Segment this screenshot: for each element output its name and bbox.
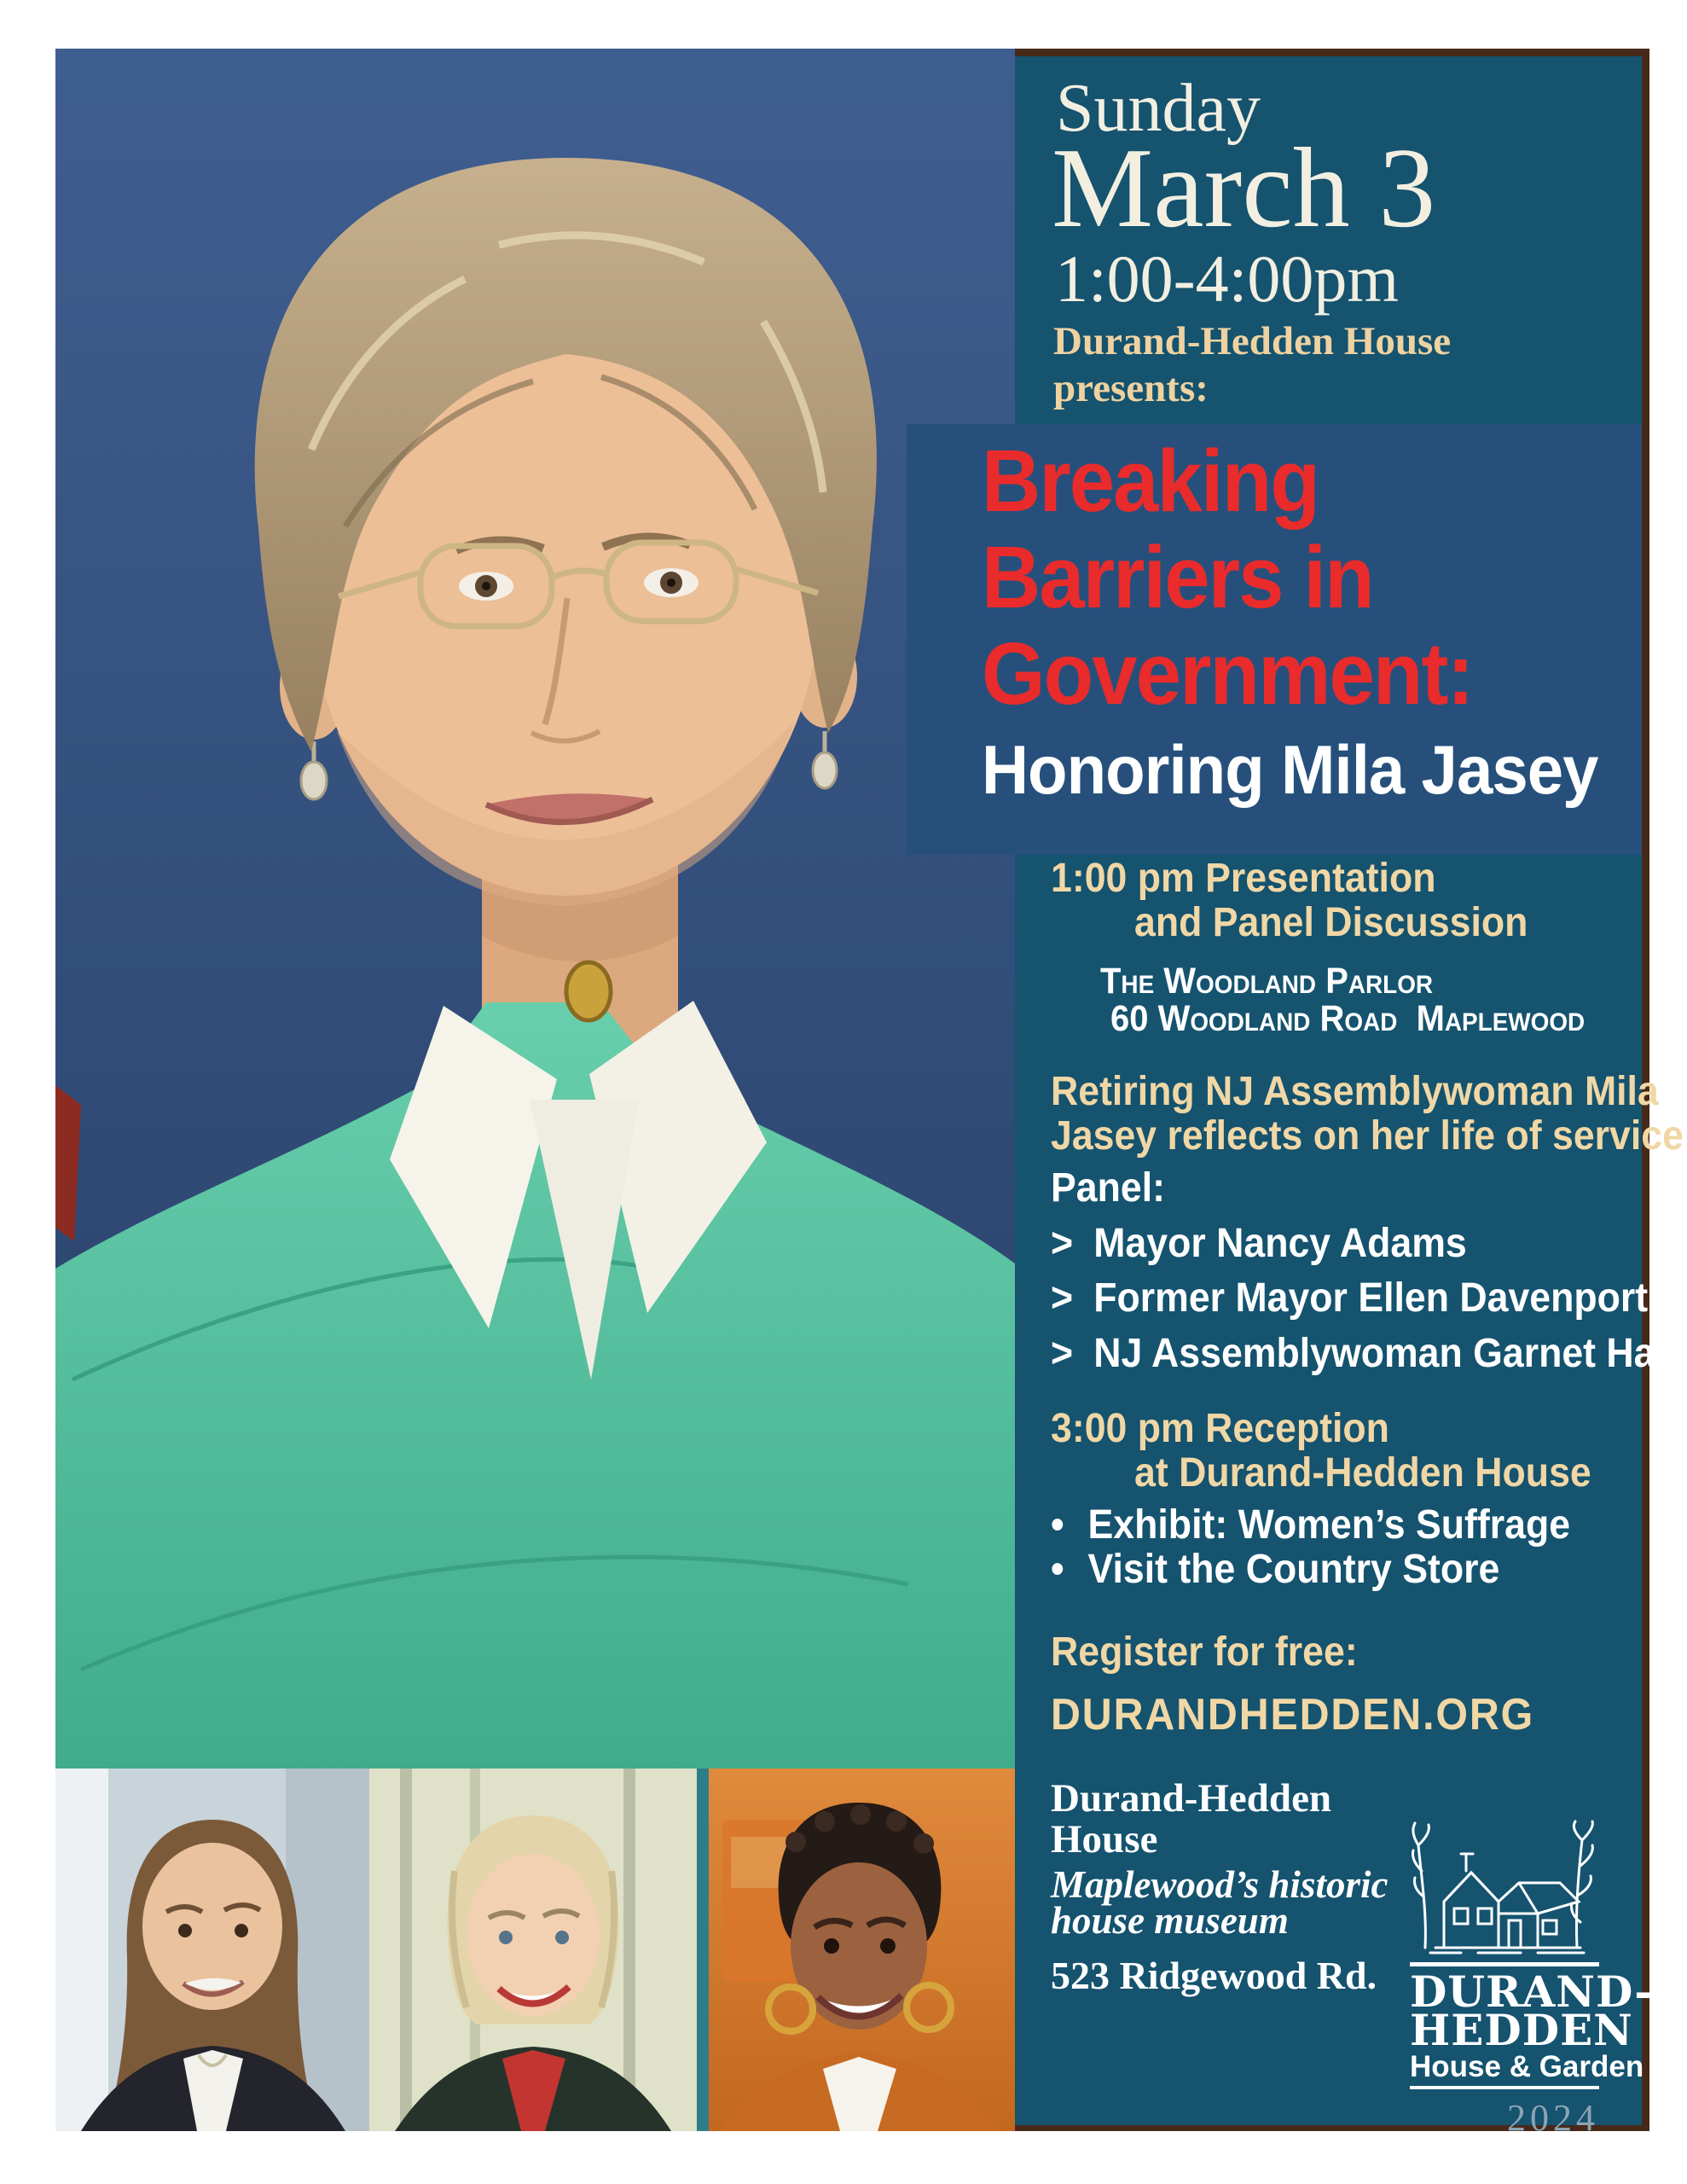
register-label: Register for free: — [1051, 1629, 1358, 1675]
event-weekday: Sunday — [1056, 71, 1261, 146]
logo-wordmark-line-2: HEDDEN — [1410, 2005, 1633, 2055]
title-line-3: Government: — [982, 624, 1473, 723]
chevron-bullet: > — [1051, 1221, 1074, 1266]
headshot-ellen-davenport-illustration — [369, 1769, 697, 2131]
activity-label: Visit the Country Store — [1087, 1547, 1500, 1592]
session2-heading: 3:00 pm Reception — [1051, 1406, 1389, 1451]
footer-tagline-line-1: Maplewood’s historic — [1051, 1863, 1388, 1906]
panel-label: Panel: — [1051, 1165, 1165, 1211]
durand-hedden-house-logo-art — [1410, 1820, 1599, 1958]
event-time: 1:00-4:00pm — [1055, 241, 1399, 316]
earring-left — [301, 762, 327, 799]
panelist-item — [1051, 1275, 1649, 1321]
venue-name: The Woodland Parlor — [1100, 961, 1434, 1002]
footer-org-line-2: House — [1051, 1817, 1158, 1862]
description-line-2: Jasey reflects on her life of service — [1051, 1113, 1684, 1159]
panelist-item — [1051, 1223, 1467, 1264]
presenter-name: Durand-Hedden House — [1053, 319, 1452, 363]
footer-tagline-line-2: house museum — [1051, 1899, 1289, 1942]
activity-item — [1051, 1549, 1499, 1590]
footer-address: 523 Ridgewood Rd. — [1051, 1954, 1377, 1997]
dot-bullet: • — [1051, 1502, 1064, 1548]
session2-heading-line2: at Durand-Hedden House — [1134, 1450, 1591, 1496]
title-line-1: Breaking — [982, 432, 1319, 530]
session1-heading: 1:00 pm Presentation — [1051, 856, 1436, 901]
headshot-photo-garnet-hall — [697, 1769, 1015, 2131]
panelist-name: NJ Assemblywoman Garnet Hall — [1093, 1331, 1677, 1376]
portrait-mila-jasey-illustration — [55, 49, 1015, 1769]
panelist-item — [1051, 1333, 1676, 1374]
presents-label: presents: — [1053, 365, 1209, 410]
poster-year: 2024 — [1507, 2097, 1599, 2139]
panelist-name: Former Mayor Ellen Davenport — [1093, 1275, 1649, 1321]
logo-rule-bottom — [1410, 2086, 1599, 2089]
panelist-name: Mayor Nancy Adams — [1093, 1221, 1467, 1266]
headshot-photo-ellen-davenport — [369, 1769, 697, 2131]
dot-bullet: • — [1051, 1547, 1064, 1592]
subtitle: Honoring Mila Jasey — [982, 732, 1598, 809]
footer-org-line-1: Durand-Hedden — [1051, 1776, 1332, 1821]
chevron-bullet: > — [1051, 1275, 1074, 1321]
activity-label: Exhibit: Women’s Suffrage — [1087, 1502, 1571, 1548]
headshot-photo-nancy-adams — [55, 1769, 369, 2131]
description-line-1: Retiring NJ Assemblywoman Mila — [1051, 1069, 1659, 1114]
headshot-garnet-hall-illustration — [697, 1769, 1015, 2131]
house-and-trees-icon — [1410, 1820, 1599, 1958]
chevron-bullet: > — [1051, 1331, 1074, 1376]
earring-right — [813, 752, 837, 788]
title-line-2: Barriers in — [982, 528, 1373, 626]
website-url: DURANDHEDDEN.ORG — [1051, 1690, 1535, 1740]
logo-wordmark-line-1: DURAND- — [1410, 1966, 1654, 2017]
event-date: March 3 — [1052, 125, 1436, 251]
activity-item — [1051, 1502, 1571, 1548]
session1-heading-line2: and Panel Discussion — [1134, 900, 1528, 945]
venue-address: 60 Woodland Road Maplewood — [1110, 998, 1586, 1039]
portrait-photo-mila-jasey — [55, 49, 1015, 1769]
presenter-line — [1053, 318, 1451, 411]
event-poster — [55, 49, 1684, 2139]
logo-subtitle: House & Garden — [1410, 2050, 1644, 2083]
headshot-nancy-adams-illustration — [55, 1769, 369, 2131]
lapel-pin — [566, 962, 611, 1020]
